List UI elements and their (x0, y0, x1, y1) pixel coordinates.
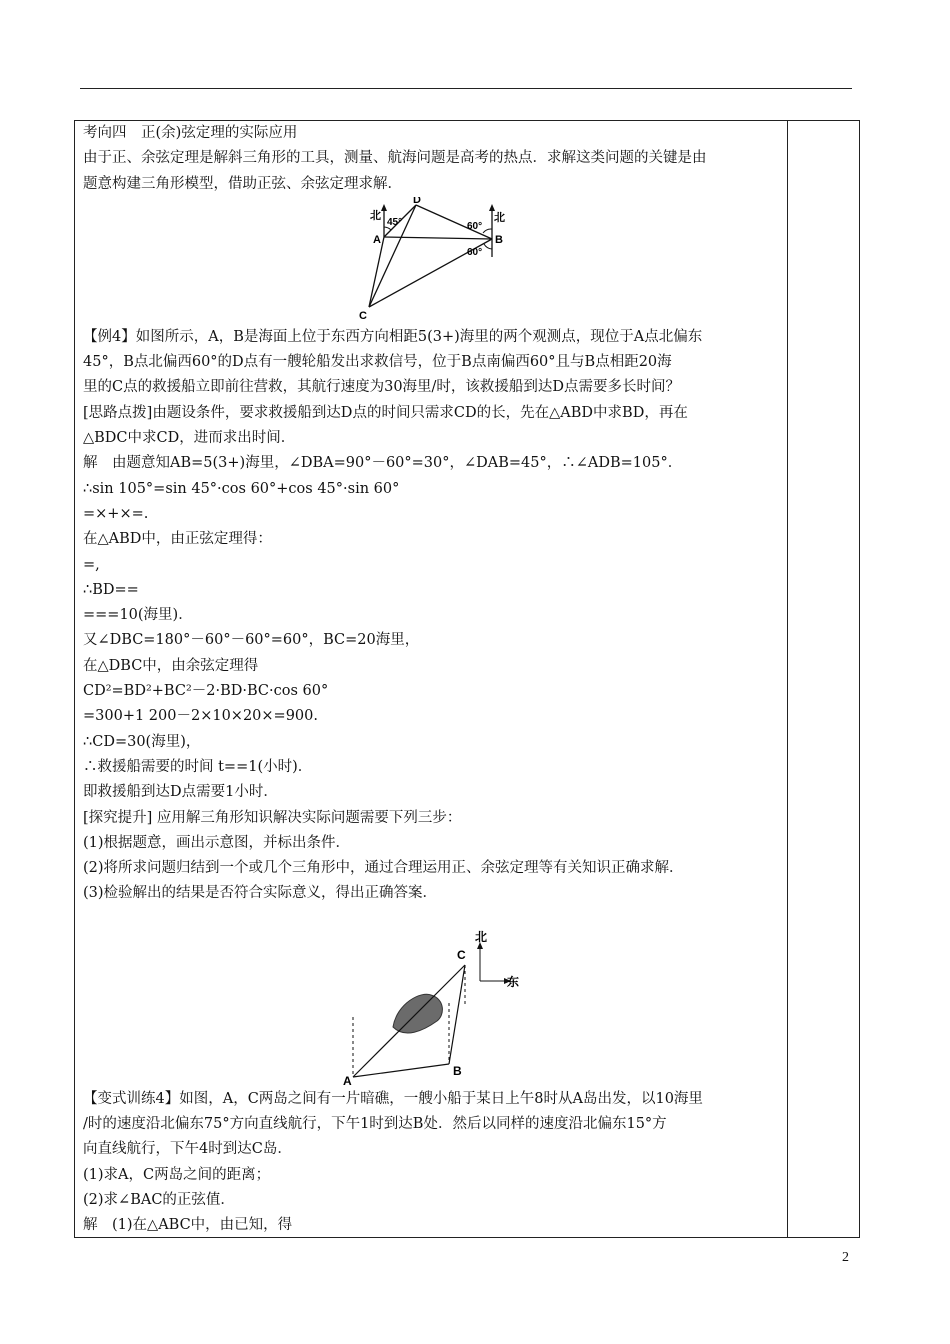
example-line: 里的C点的救援船立即前往营救，其航行速度为30海里/时，该救援船到达D点需要多长时间？ (83, 379, 681, 396)
example-line: (2)将所求问题归结到一个或几个三角形中，通过合理运用正、余弦定理等有关知识正确求解． (83, 860, 684, 877)
variant-line: (1)求A，C两岛之间的距离； (83, 1166, 271, 1183)
example-line: 45°，B点北偏西60°的D点有一艘轮船发出求救信号，位于B点南偏西60°且与B点相距20海 (83, 354, 672, 371)
example-line: 【例4】如图所示，A，B是海面上位于东西方向相距5(3+)海里的两个观测点，现位于A点北偏东 (83, 328, 703, 345)
label-north: 北 (475, 929, 488, 944)
example-line: ∴sin 105°=sin 45°·cos 60°+cos 45°·sin 60° (83, 480, 400, 497)
figure-example (83, 197, 783, 325)
example-line: ===10(海里)． (83, 607, 193, 624)
example-line: =, (83, 556, 100, 573)
page-number: 2 (842, 1250, 849, 1265)
label-point-c: C (457, 947, 466, 962)
example-line: ∴救援船需要的时间 t==1(小时)． (83, 758, 313, 775)
example-line: (1)根据题意，画出示意图，并标出条件． (83, 834, 351, 851)
variant-line: 【变式训练4】如图，A，C两岛之间有一片暗礁，一艘小船于某日上午8时从A岛出发，以10海里 (83, 1090, 703, 1107)
example-line: =×+×=. (83, 505, 149, 522)
label-point-c: C (359, 309, 367, 322)
variant-line: (2)求∠BAC的正弦值． (83, 1191, 235, 1208)
example-line: 在△ABD中，由正弦定理得： (83, 531, 272, 548)
example-line: CD²=BD²+BC²－2·BD·BC·cos 60° (83, 683, 329, 700)
example-line: 解 由题意知AB=5(3+)海里，∠DBA=90°－60°=30°，∠DAB=45°，∴∠ADB=105°． (83, 455, 683, 472)
header-rule (80, 88, 852, 89)
content-table (74, 120, 860, 1238)
label-angle-b-bottom: 60° (467, 246, 483, 258)
islands-diagram (83, 907, 783, 1087)
variant-line: 向直线航行，下午4时到达C岛． (83, 1141, 292, 1158)
example-line: ∴CD=30(海里)， (83, 733, 201, 750)
example-line: [思路点拨]由题设条件，要求救援船到达D点的时间只需求CD的长，先在△ABD中求BD，再在 (83, 404, 688, 421)
label-north-right: 北 (494, 211, 505, 224)
label-angle-b-top: 60° (467, 220, 483, 232)
intro-line: 题意构建三角形模型，借助正弦、余弦定理求解． (83, 175, 402, 192)
example-line: [探究提升] 应用解三角形知识解决实际问题需要下列三步： (83, 809, 462, 826)
variant-line: 解 (1)在△ABC中，由已知，得 (83, 1217, 293, 1234)
label-point-b: B (495, 233, 503, 246)
figure-variant (83, 907, 783, 1087)
column-divider (787, 121, 788, 1237)
triangle-diagram (83, 197, 783, 325)
label-point-d: D (413, 196, 421, 206)
label-north-left: 北 (370, 209, 381, 222)
section-title: 考向四 正(余)弦定理的实际应用 (83, 125, 298, 141)
label-point-a: A (343, 1073, 352, 1087)
main-cell (83, 121, 783, 1239)
intro-line: 由于正、余弦定理是解斜三角形的工具，测量、航海问题是高考的热点．求解这类问题的关键是由 (83, 150, 707, 167)
example-line: (3)检验解出的结果是否符合实际意义，得出正确答案． (83, 885, 438, 902)
label-angle-a: 45° (387, 216, 403, 228)
example-line: 在△DBC中，由余弦定理得 (83, 657, 259, 674)
example-line: 又∠DBC=180°－60°－60°=60°，BC=20海里， (83, 632, 420, 649)
variant-line: /时的速度沿北偏东75°方向直线航行，下午1时到达B处．然后以同样的速度沿北偏东15°方 (83, 1116, 667, 1133)
example-line: 即救援船到达D点需要1小时． (83, 784, 278, 801)
label-east: 东 (507, 974, 520, 989)
example-line: △BDC中求CD，进而求出时间． (83, 430, 296, 447)
label-point-a: A (373, 233, 381, 246)
example-line: =300+1 200－2×10×20×=900. (83, 708, 318, 725)
example-line: ∴BD== (83, 581, 139, 598)
label-point-b: B (453, 1063, 462, 1078)
